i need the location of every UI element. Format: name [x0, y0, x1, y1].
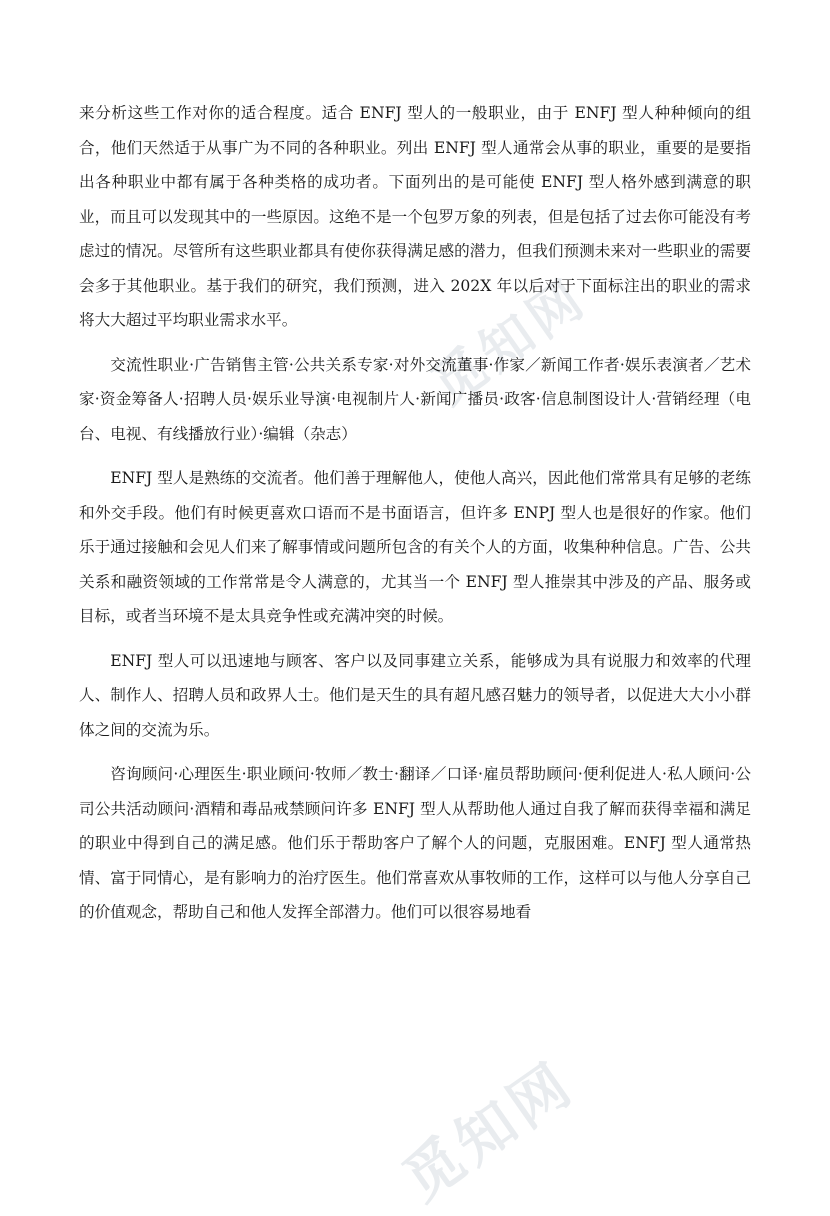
watermark-logo-bottom: 觅知网: [390, 1048, 588, 1215]
paragraph-counseling-jobs: 咨询顾问·心理医生·职业顾问·牧师／教士·翻译／口译·雇员帮助顾问·便利促进人·私人顾问·公司公共活动顾问·酒精和毒品戒禁顾问许多 ENFJ 型人从帮助他人通过自我了解而获得幸福和满足的职业中得到自己的满足感。他们乐于帮助客户了解个人的问题，克服困难。ENFJ 型人通常热情、富于同情心，是有影响力的治疗医生。他们常喜欢从事牧师的工作，这样可以与他人分享自己的价值观念，帮助自己和他人发挥全部潜力。他们可以很容易地看: [79, 765, 751, 921]
paragraph-communication-jobs: 交流性职业·广告销售主管·公共关系专家·对外交流董事·作家／新闻工作者·娱乐表演者／艺术家·资金筹备人·招聘人员·娱乐业导演·电视制片人·新闻广播员·政客·信息制图设计人·营销经理（电台、电视、有线播放行业）·编辑（杂志）: [79, 355, 751, 443]
paragraph-relationships: ENFJ 型人可以迅速地与顾客、客户以及同事建立关系，能够成为具有说服力和效率的代理人、制作人、招聘人员和政界人士。他们是天生的具有超凡感召魅力的领导者，以促进大大小小群体之间的交流为乐。: [79, 651, 751, 739]
document-page: [79, 96, 751, 940]
paragraph-skilled-communicators: ENFJ 型人是熟练的交流者。他们善于理解他人，使他人高兴，因此他们常常具有足够的老练和外交手段。他们有时候更喜欢口语而不是书面语言，但许多 ENPJ 型人也是很好的作家。他们乐于通过接触和会见人们来了解事情或问题所包含的有关个人的方面，收集种种信息。广告、公共关系和融资领域的工作常常是令人满意的，尤其当一个 ENFJ 型人推崇其中涉及的产品、服务或目标，或者当环境不是太具竞争性或充满冲突的时候。: [79, 469, 751, 625]
paragraph-intro: 来分析这些工作对你的适合程度。适合 ENFJ 型人的一般职业，由于 ENFJ 型人种种倾向的组合，他们天然适于从事广为不同的各种职业。列出 ENFJ 型人通常会从事的职业，重要的是要指出各种职业中都有属于各种类格的成功者。下面列出的是可能使 ENFJ 型人格外感到满意的职业，而且可以发现其中的一些原因。这绝不是一个包罗万象的列表，但是包括了过去你可能没有考虑过的情况。尽管所有这些职业都具有使你获得满足感的潜力，但我们预测未来对一些职业的需要会多于其他职业。基于我们的研究，我们预测，进入 202X 年以后对于下面标注出的职业的需求将大大超过平均职业需求水平。: [79, 104, 751, 329]
watermark-logo: 觅知网: [421, 267, 599, 417]
